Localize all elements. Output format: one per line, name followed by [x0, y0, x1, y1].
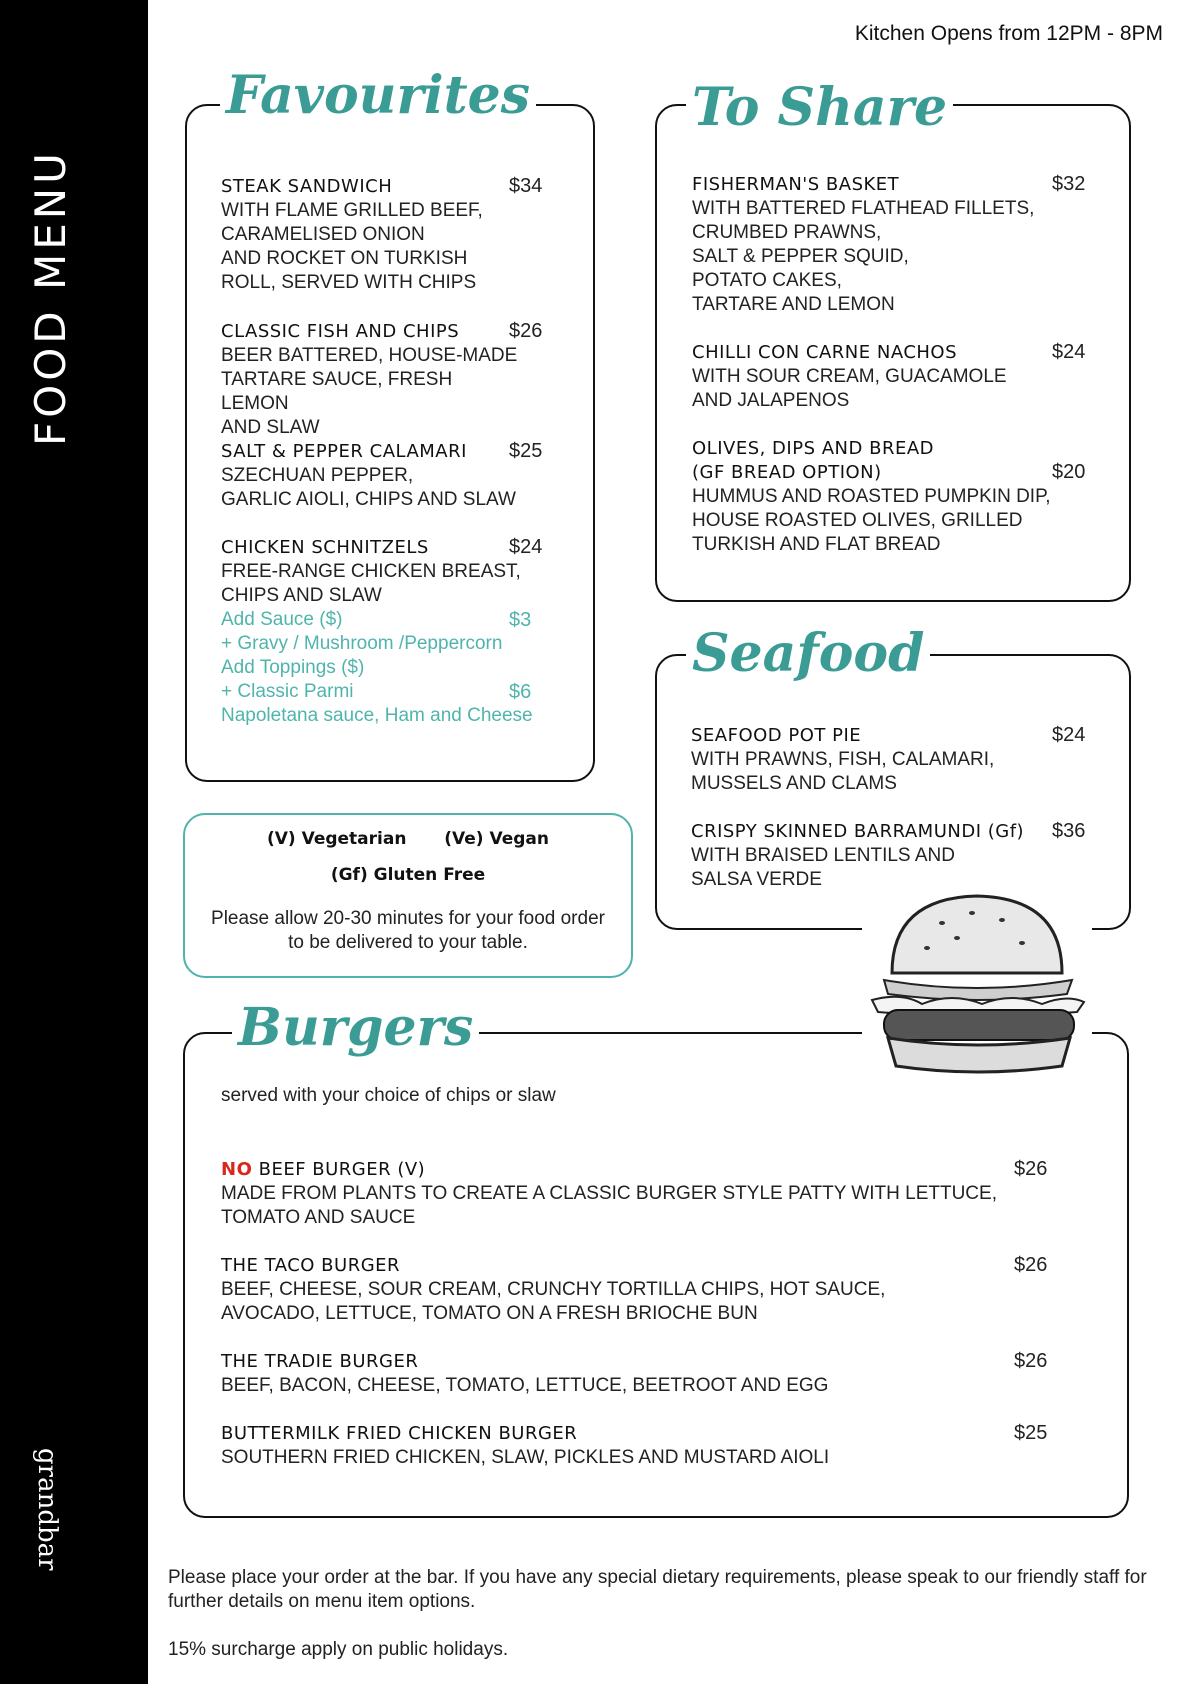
menu-item	[221, 440, 521, 512]
item-desc: CRUMBED PRAWNS,	[692, 222, 882, 243]
item-price: $36	[1052, 820, 1086, 842]
footer-line2: further details on menu item options.	[168, 1591, 476, 1612]
favourites-heading: Favourites	[220, 70, 536, 122]
item-desc: AND SLAW	[221, 417, 320, 438]
menu-item	[221, 1350, 1001, 1398]
menu-item	[692, 173, 1072, 317]
item-desc: AND JALAPENOS	[692, 390, 850, 411]
item-name: CRISPY SKINNED BARRAMUNDI (Gf)	[691, 821, 1025, 842]
sauce-price: $3	[509, 609, 532, 631]
footer-note	[168, 1566, 1147, 1614]
burgers-heading: Burgers	[232, 1002, 479, 1054]
item-price: $25	[1014, 1422, 1048, 1444]
item-desc: MUSSELS AND CLAMS	[691, 773, 897, 794]
item-price: $24	[1052, 341, 1086, 363]
seafood-heading: Seafood	[686, 628, 930, 680]
add-sauce-label: Add Sauce ($)	[221, 609, 343, 630]
item-desc: TOMATO AND SAUCE	[221, 1207, 416, 1228]
item-name: FISHERMAN'S BASKET	[692, 174, 900, 195]
item-price: $26	[1014, 1350, 1048, 1372]
item-price: $24	[509, 536, 543, 558]
burger-illustration	[862, 888, 1092, 1078]
item-desc: WITH BRAISED LENTILS AND	[691, 845, 955, 866]
item-desc: MADE FROM PLANTS TO CREATE A CLASSIC BURGER STYLE PATTY WITH LETTUCE,	[221, 1183, 997, 1204]
item-desc: BEER BATTERED, HOUSE-MADE	[221, 345, 518, 366]
item-price: $34	[509, 175, 543, 197]
item-desc: AND ROCKET ON TURKISH	[221, 248, 468, 269]
add-toppings-label: Add Toppings ($)	[221, 657, 365, 678]
surcharge-note: 15% surcharge apply on public holidays.	[168, 1639, 509, 1660]
item-desc: TURKISH AND FLAT BREAD	[692, 534, 941, 555]
parmi-label: + Classic Parmi	[221, 681, 354, 702]
menu-item	[692, 341, 1052, 413]
item-price: $26	[1014, 1158, 1048, 1180]
item-name: SALT & PEPPER CALAMARI	[221, 441, 467, 462]
item-desc: SALT & PEPPER SQUID,	[692, 246, 909, 267]
dietary-legend	[183, 813, 633, 978]
parmi-desc: Napoletana sauce, Ham and Cheese	[221, 705, 533, 726]
item-desc: WITH SOUR CREAM, GUACAMOLE	[692, 366, 1007, 387]
kitchen-hours: Kitchen Opens from 12PM - 8PM	[854, 22, 1163, 45]
item-desc: HOUSE ROASTED OLIVES, GRILLED	[692, 510, 1023, 531]
sauce-options: + Gravy / Mushroom /Peppercorn	[221, 633, 503, 654]
item-name	[221, 1158, 1001, 1182]
item-name: CHICKEN SCHNITZELS	[221, 537, 429, 558]
gluten-free-label: (Gf) Gluten Free	[330, 865, 486, 885]
item-desc: SOUTHERN FRIED CHICKEN, SLAW, PICKLES AND MUSTARD AIOLI	[221, 1447, 830, 1468]
item-desc: POTATO CAKES,	[692, 270, 842, 291]
item-price: $20	[1052, 461, 1086, 483]
item-name: CHILLI CON CARNE NACHOS	[692, 342, 958, 363]
item-desc: CHIPS AND SLAW	[221, 585, 382, 606]
sidebar	[0, 0, 148, 1684]
menu-item	[691, 724, 1071, 796]
item-name: OLIVES, DIPS AND BREAD	[692, 438, 934, 459]
footer-line1: Please place your order at the bar. If you have any special dietary requirements, please speak to our friendly staff for	[168, 1567, 1147, 1588]
legend-row-1	[185, 829, 631, 849]
order-note-line2: to be delivered to your table.	[288, 932, 528, 953]
item-name: THE TACO BURGER	[221, 1255, 401, 1276]
item-name: THE TRADIE BURGER	[221, 1351, 419, 1372]
brand-logo: grandbar	[32, 1448, 62, 1571]
item-price: $26	[509, 320, 543, 342]
item-name: CLASSIC FISH AND CHIPS	[221, 321, 460, 342]
item-desc: AVOCADO, LETTUCE, TOMATO ON A FRESH BRIOCHE BUN	[221, 1303, 758, 1324]
item-desc: SALSA VERDE	[691, 869, 822, 890]
item-name-prefix: NO	[221, 1159, 253, 1180]
item-name-rest: BEEF BURGER (V)	[252, 1159, 426, 1180]
item-desc: ROLL, SERVED WITH CHIPS	[221, 272, 477, 293]
menu-title: FOOD MENU	[26, 149, 75, 446]
menu-item	[692, 437, 1082, 557]
menu-item	[221, 536, 551, 728]
item-desc: GARLIC AIOLI, CHIPS AND SLAW	[221, 489, 516, 510]
item-desc: TARTARE AND LEMON	[692, 294, 895, 315]
item-price: $32	[1052, 173, 1086, 195]
item-desc: TARTARE SAUCE, FRESH LEMON	[221, 369, 453, 414]
menu-item	[691, 820, 1071, 892]
menu-item	[221, 175, 521, 295]
item-desc: SZECHUAN PEPPER,	[221, 465, 414, 486]
order-note-line1: Please allow 20-30 minutes for your food order	[211, 908, 605, 929]
burgers-subtitle: served with your choice of chips or slaw	[221, 1085, 556, 1106]
item-desc: WITH FLAME GRILLED BEEF,	[221, 200, 483, 221]
item-price: $25	[509, 440, 543, 462]
to-share-heading: To Share	[686, 82, 953, 134]
menu-item	[221, 1254, 1001, 1326]
menu-item	[221, 320, 521, 440]
item-price: $26	[1014, 1254, 1048, 1276]
item-name-option: (GF BREAD OPTION)	[692, 462, 882, 483]
item-name: STEAK SANDWICH	[221, 176, 393, 197]
item-price: $24	[1052, 724, 1086, 746]
vegetarian-label: (V) Vegetarian	[266, 829, 407, 849]
item-desc: CARAMELISED ONION	[221, 224, 425, 245]
menu-item	[221, 1158, 1001, 1230]
item-desc: WITH PRAWNS, FISH, CALAMARI,	[691, 749, 995, 770]
item-desc: WITH BATTERED FLATHEAD FILLETS,	[692, 198, 1035, 219]
item-desc: FREE-RANGE CHICKEN BREAST,	[221, 561, 521, 582]
item-desc: BEEF, BACON, CHEESE, TOMATO, LETTUCE, BEETROOT AND EGG	[221, 1375, 829, 1396]
menu-item	[221, 1422, 1001, 1470]
parmi-price: $6	[509, 681, 532, 703]
item-desc: BEEF, CHEESE, SOUR CREAM, CRUNCHY TORTILLA CHIPS, HOT SAUCE,	[221, 1279, 886, 1300]
item-name: BUTTERMILK FRIED CHICKEN BURGER	[221, 1423, 578, 1444]
vegan-label: (Ve) Vegan	[444, 829, 549, 849]
item-name: SEAFOOD POT PIE	[691, 725, 862, 746]
item-desc: HUMMUS AND ROASTED PUMPKIN DIP,	[692, 486, 1051, 507]
